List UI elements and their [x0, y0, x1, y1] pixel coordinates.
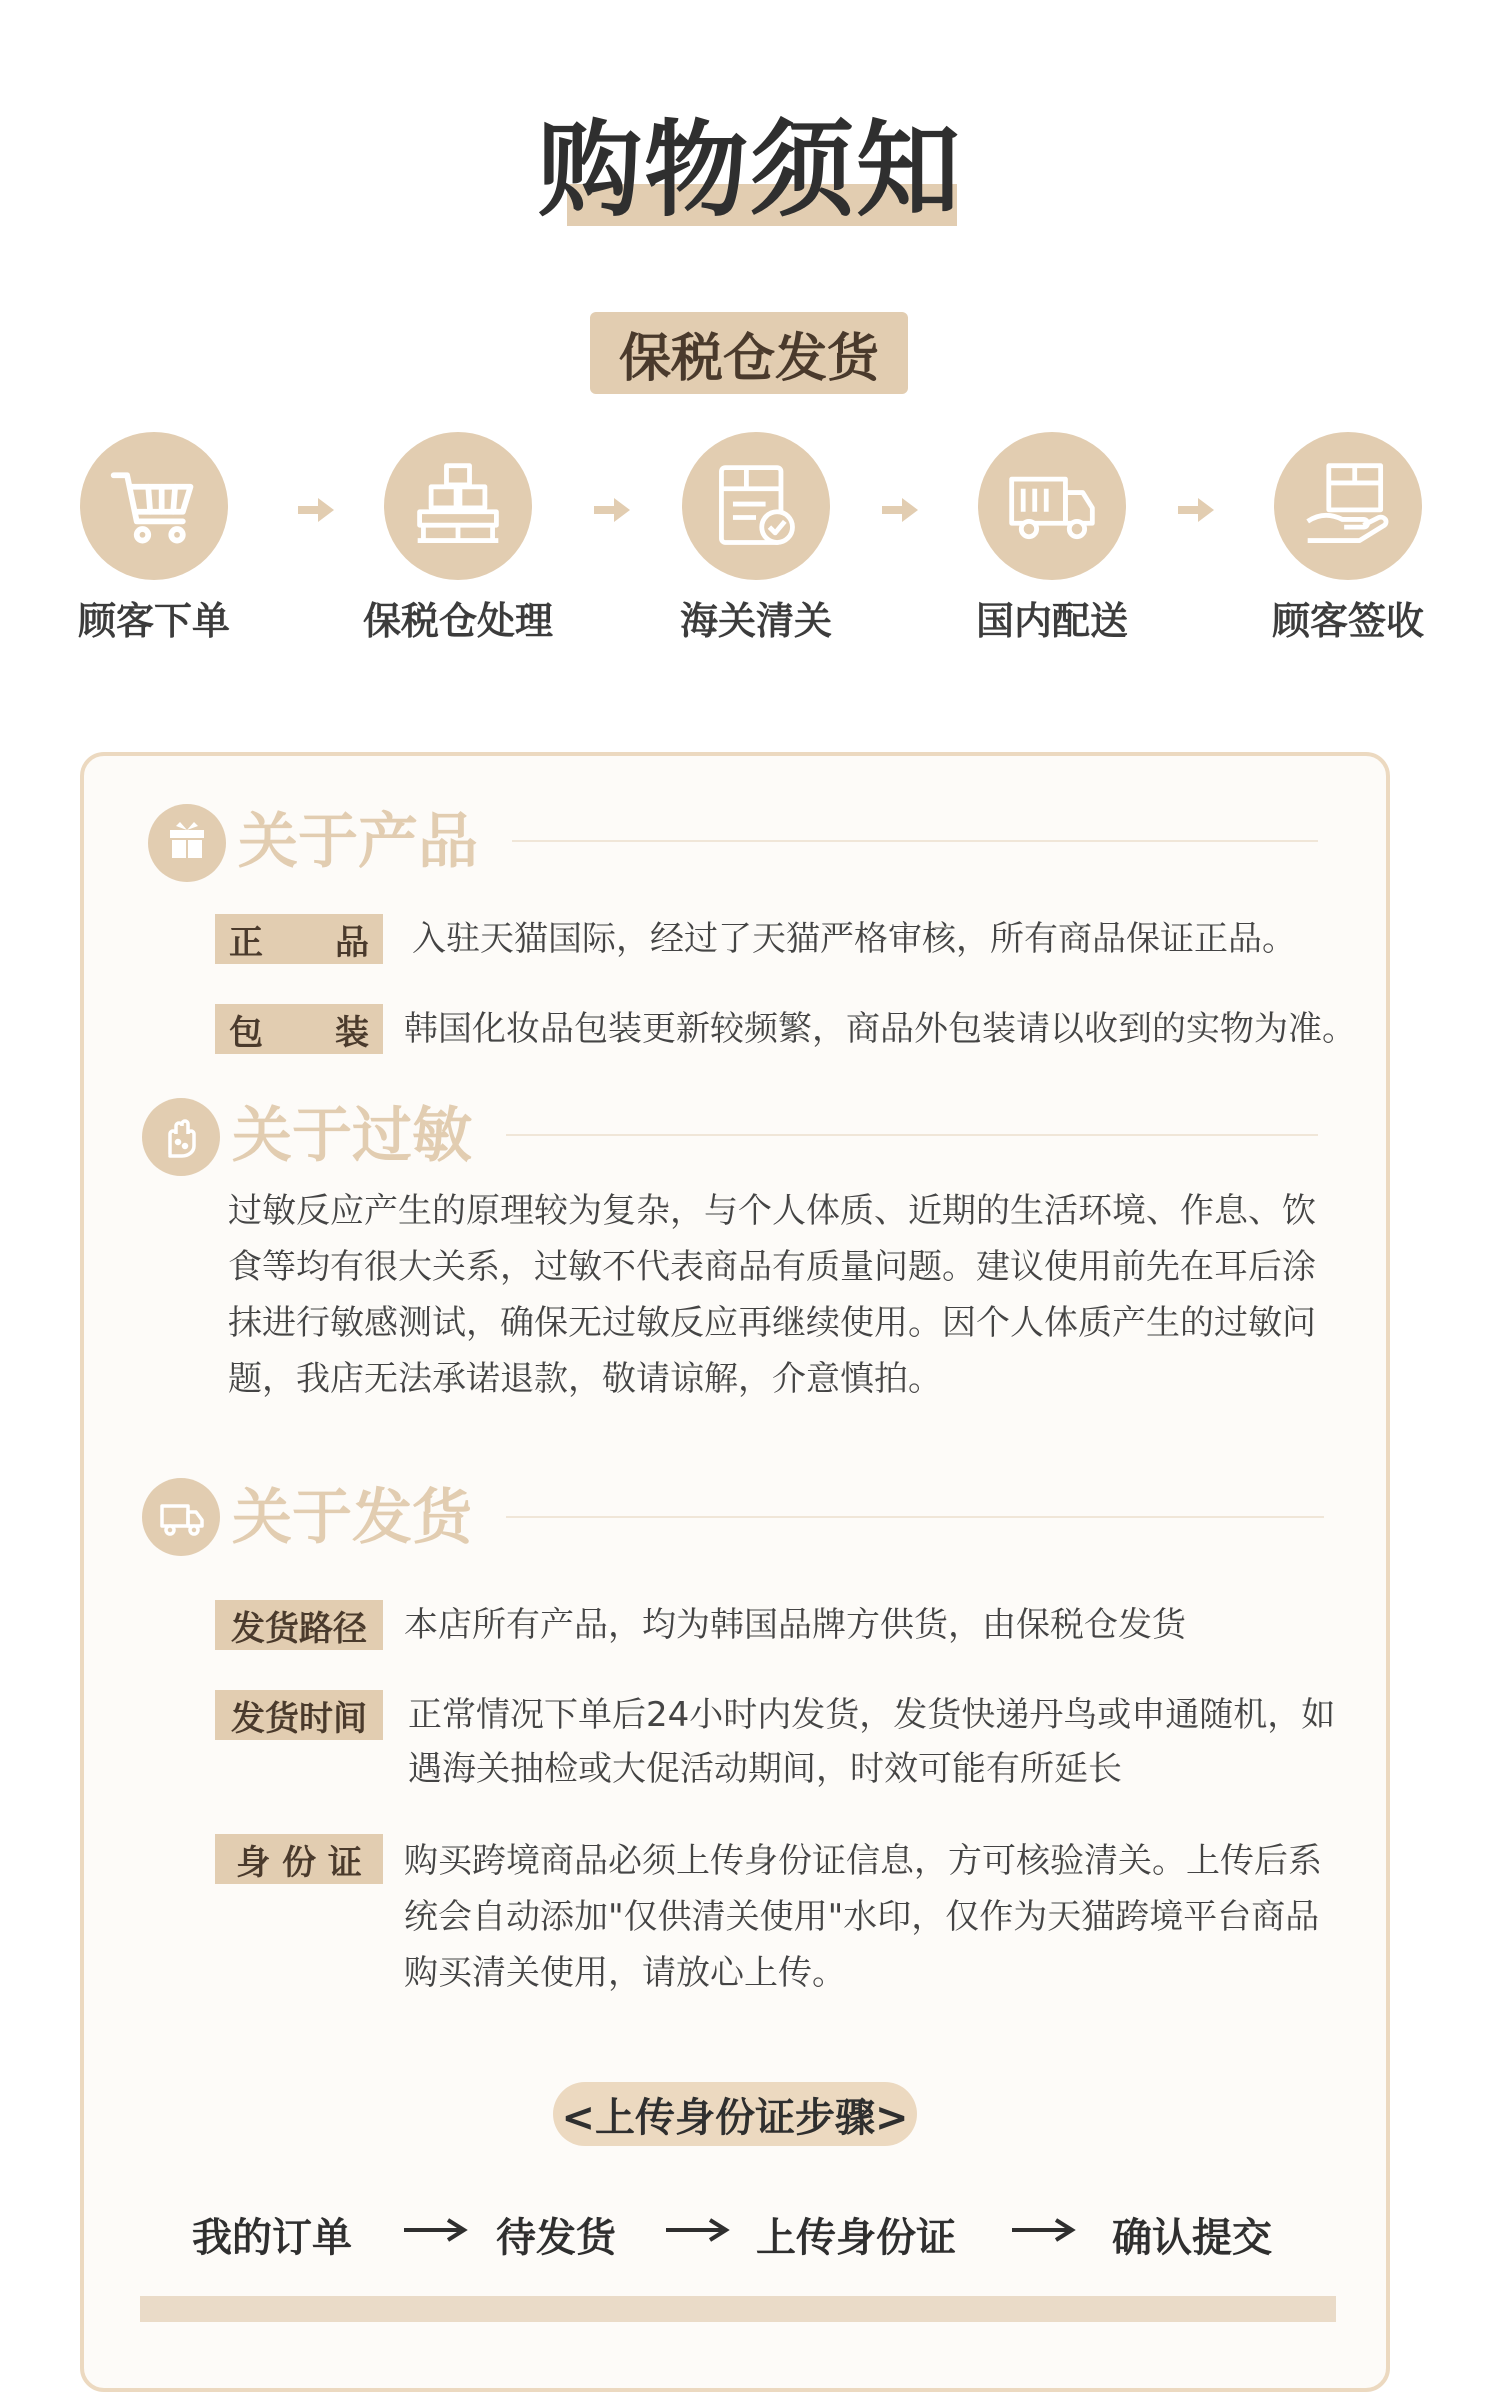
shipping-truck-icon — [142, 1478, 220, 1556]
divider — [506, 1516, 1324, 1518]
arrow-right-icon — [402, 2218, 468, 2242]
product-authentic-text: 入驻天猫国际，经过了天猫严格审核，所有商品保证正品。 — [412, 919, 1296, 959]
arrow-right-icon — [1010, 2218, 1076, 2242]
allergy-line: 过敏反应产生的原理较为复杂，与个人体质、近期的生活环境、作息、饮 — [228, 1191, 1316, 1231]
tag-shipping-time: 发货时间 — [215, 1690, 383, 1740]
tag-id-card: 身 份 证 — [215, 1834, 383, 1884]
tag-char: 装 — [335, 1012, 369, 1053]
page-title: 购物须知 — [537, 109, 962, 231]
id-card-text: 统会自动添加"仅供清关使用"水印，仅作为天猫跨境平台商品 — [404, 1897, 1320, 1937]
tag-shipping-route: 发货路径 — [215, 1600, 383, 1650]
step-my-orders: 我的订单 — [192, 2215, 352, 2261]
flow-label: 海关清关 — [679, 599, 832, 643]
section-title-product: 关于产品 — [238, 807, 478, 877]
divider — [506, 1134, 1318, 1136]
section-title-shipping: 关于发货 — [232, 1483, 472, 1553]
step-pending-shipment: 待发货 — [496, 2215, 616, 2261]
tag-char: 正 — [229, 922, 263, 963]
customs-checklist-icon — [682, 432, 830, 580]
arrow-right-icon — [592, 496, 632, 524]
step-upload-id: 上传身份证 — [756, 2215, 956, 2261]
tag-char: 品 — [335, 922, 369, 963]
allergy-line: 题，我店无法承诺退款，敬请谅解，介意慎拍。 — [228, 1359, 942, 1399]
shipping-time-text: 遇海关抽检或大促活动期间，时效可能有所延长 — [408, 1749, 1122, 1789]
allergy-line: 食等均有很大关系，过敏不代表商品有质量问题。建议使用前先在耳后涂 — [228, 1247, 1316, 1287]
flow-label: 顾客签收 — [1271, 599, 1424, 643]
subtitle-pill: 保税仓发货 — [590, 312, 908, 394]
shipping-route-text: 本店所有产品，均为韩国品牌方供货，由保税仓发货 — [404, 1605, 1186, 1645]
divider — [512, 840, 1318, 842]
arrow-right-icon — [296, 496, 336, 524]
arrow-right-icon — [880, 496, 920, 524]
tag-char: 包 — [229, 1012, 263, 1053]
flow-label: 国内配送 — [975, 599, 1128, 643]
shopping-cart-icon — [80, 432, 228, 580]
product-packaging-text: 韩国化妆品包装更新较频繁，商品外包装请以收到的实物为准。 — [404, 1009, 1356, 1049]
warehouse-boxes-icon — [384, 432, 532, 580]
arrow-right-icon — [1176, 496, 1216, 524]
gift-box-icon — [148, 804, 226, 882]
section-title-allergy: 关于过敏 — [232, 1101, 472, 1171]
id-card-text: 购买清关使用，请放心上传。 — [404, 1953, 846, 1993]
title-wrap — [0, 109, 1500, 231]
tag-authentic — [215, 914, 383, 964]
bottom-strip — [140, 2296, 1336, 2322]
delivery-truck-icon — [978, 432, 1126, 580]
arrow-right-icon — [664, 2218, 730, 2242]
package-received-icon — [1274, 432, 1422, 580]
allergy-hand-icon — [142, 1098, 220, 1176]
step-confirm-submit: 确认提交 — [1112, 2215, 1272, 2261]
tag-packaging — [215, 1004, 383, 1054]
info-card — [80, 752, 1390, 2392]
allergy-line: 抹进行敏感测试，确保无过敏反应再继续使用。因个人体质产生的过敏问 — [228, 1303, 1316, 1343]
upload-steps-title: <上传身份证步骤> — [553, 2082, 917, 2146]
id-card-text: 购买跨境商品必须上传身份证信息，方可核验清关。上传后系 — [404, 1841, 1322, 1881]
flow-label: 顾客下单 — [77, 599, 230, 643]
shipping-time-text: 正常情况下单后24小时内发货，发货快递丹鸟或申通随机，如 — [408, 1695, 1336, 1735]
flow-label: 保税仓处理 — [362, 599, 553, 643]
